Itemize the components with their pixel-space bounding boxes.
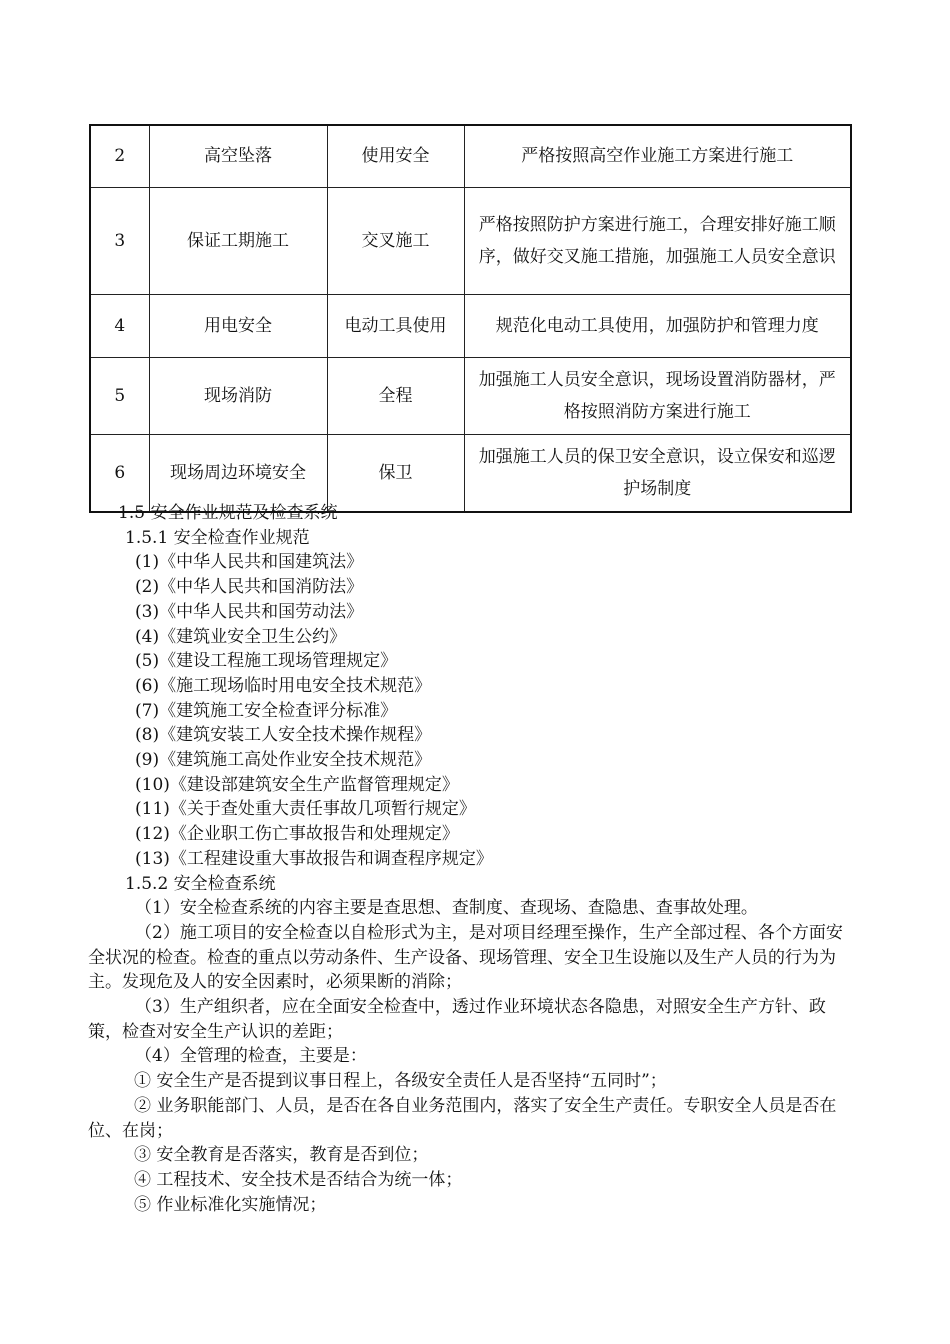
check-item: ② 业务职能部门、人员，是否在各自业务范围内，落实了安全生产责任。专职安全人员是否在位、在岗；	[88, 1095, 837, 1141]
work-stage: 保卫	[327, 434, 464, 512]
paragraph: （2）施工项目的安全检查以自检形式为主，是对项目经理至操作，生产全部过程、各个方面安全状况的检查。检查的重点以劳动条件、生产设备、现场管理、安全卫生设施以及生产人员的行为为主。发现危及人的安全因素时，必须果断的消除；	[88, 922, 843, 993]
check-item: ④ 工程技术、安全技术是否结合为统一体；	[134, 1169, 463, 1190]
table-row	[90, 434, 851, 512]
section-body	[88, 501, 848, 1217]
regulation-item: (6)《施工现场临时用电安全技术规范》	[135, 675, 432, 696]
work-stage: 全程	[327, 357, 464, 434]
table-row	[90, 294, 851, 357]
check-item: ⑤ 作业标准化实施情况；	[134, 1194, 327, 1215]
hazard-item: 高空坠落	[149, 125, 327, 187]
row-number: 6	[90, 434, 149, 512]
check-item: ① 安全生产是否提到议事日程上，各级安全责任人是否坚持“五同时”；	[134, 1071, 667, 1092]
regulation-item: (7)《建筑施工安全检查评分标准》	[135, 700, 398, 721]
table-row	[90, 187, 851, 294]
regulation-item: (4)《建筑业安全卫生公约》	[135, 626, 347, 647]
control-measure: 规范化电动工具使用，加强防护和管理力度	[464, 294, 851, 357]
paragraph: （4）全管理的检查，主要是：	[135, 1046, 367, 1067]
control-measure: 严格按照高空作业施工方案进行施工	[464, 125, 851, 187]
regulation-item: (3)《中华人民共和国劳动法》	[135, 601, 364, 622]
control-measure: 加强施工人员安全意识，现场设置消防器材，严格按照消防方案进行施工	[464, 357, 851, 434]
control-measure: 加强施工人员的保卫安全意识，设立保安和巡逻护场制度	[464, 434, 851, 512]
regulation-item: (13)《工程建设重大事故报告和调查程序规定》	[135, 848, 493, 869]
work-stage: 交叉施工	[327, 187, 464, 294]
work-stage: 电动工具使用	[327, 294, 464, 357]
hazard-item: 用电安全	[149, 294, 327, 357]
subsection-heading: 1.5.1 安全检查作业规范	[125, 527, 310, 548]
hazard-item: 现场周边环境安全	[149, 434, 327, 512]
check-item: ③ 安全教育是否落实，教育是否到位；	[134, 1145, 429, 1166]
regulation-item: (9)《建筑施工高处作业安全技术规范》	[135, 750, 432, 771]
regulation-item: (1)《中华人民共和国建筑法》	[135, 552, 364, 573]
hazard-item: 保证工期施工	[149, 187, 327, 294]
row-number: 2	[90, 125, 149, 187]
table-row	[90, 357, 851, 434]
row-number: 5	[90, 357, 149, 434]
safety-measures-table	[89, 124, 852, 513]
regulation-item: (5)《建设工程施工现场管理规定》	[135, 651, 398, 672]
regulation-item: (8)《建筑安装工人安全技术操作规程》	[135, 725, 432, 746]
control-measure: 严格按照防护方案进行施工，合理安排好施工顺序，做好交叉施工措施，加强施工人员安全意识	[464, 187, 851, 294]
table-row	[90, 125, 851, 187]
regulation-item: (11)《关于查处重大责任事故几项暂行规定》	[135, 799, 476, 820]
row-number: 3	[90, 187, 149, 294]
regulation-item: (2)《中华人民共和国消防法》	[135, 577, 364, 598]
paragraph: （1）安全检查系统的内容主要是查思想、查制度、查现场、查隐患、查事故处理。	[135, 898, 758, 919]
regulation-item: (12)《企业职工伤亡事故报告和处理规定》	[135, 824, 459, 845]
paragraph: （3）生产组织者，应在全面安全检查中，透过作业环境状态各隐患，对照安全生产方针、政策，检查对安全生产认识的差距；	[88, 997, 826, 1042]
work-stage: 使用安全	[327, 125, 464, 187]
row-number: 4	[90, 294, 149, 357]
regulation-item: (10)《建设部建筑安全生产监督管理规定》	[135, 774, 459, 795]
section-heading: 1.5 安全作业规范及检查系统	[118, 503, 338, 523]
hazard-item: 现场消防	[149, 357, 327, 434]
subsection-heading: 1.5.2 安全检查系统	[125, 873, 276, 894]
